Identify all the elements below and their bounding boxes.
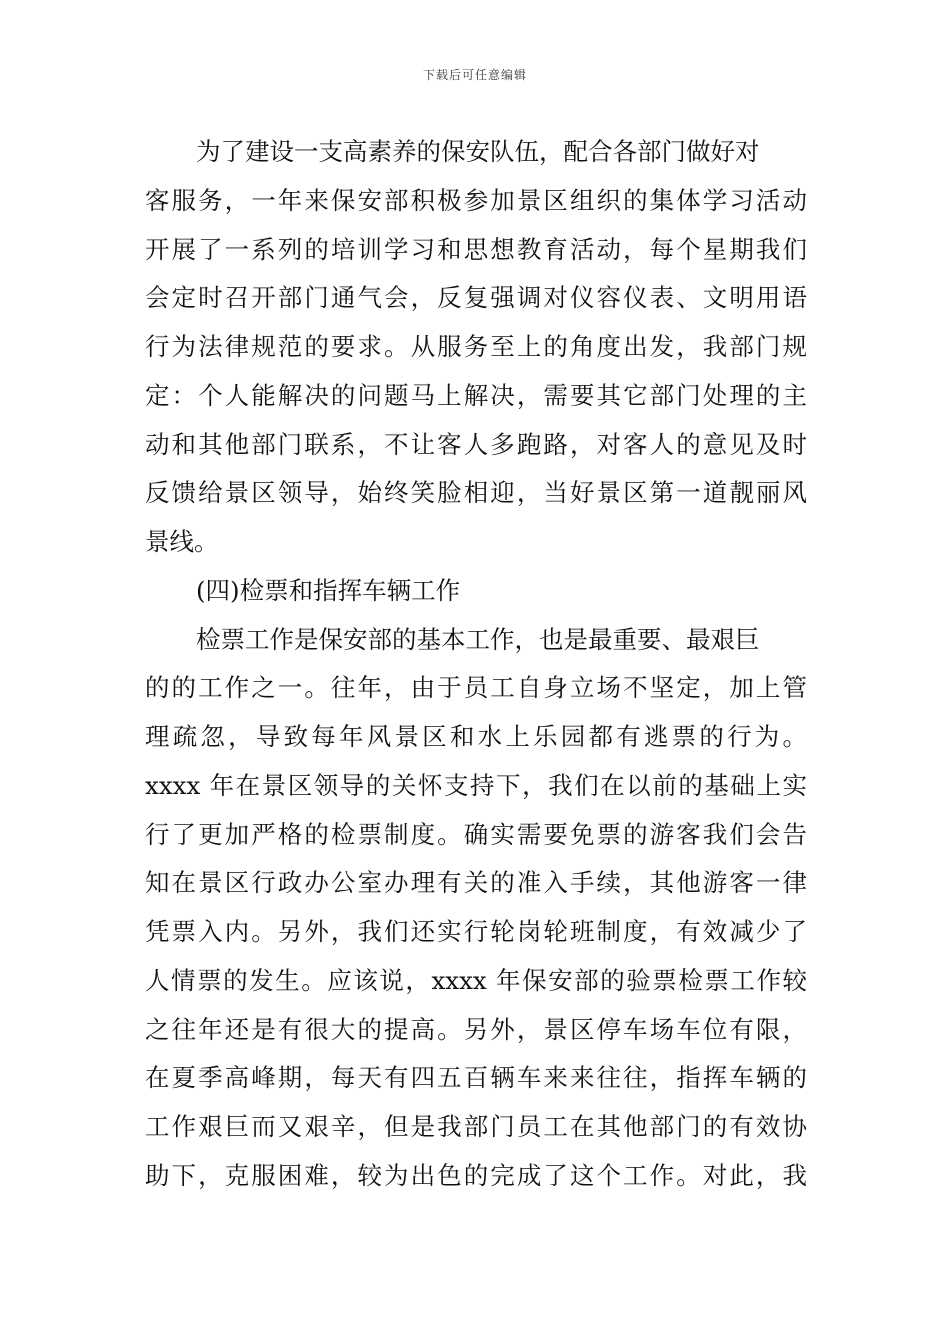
paragraph-line: 理疏忽，导致每年风景区和水上乐园都有逃票的行为。 — [145, 722, 807, 751]
paragraph-line: 为了建设一支高素养的保安队伍，配合各部门做好对 — [196, 137, 760, 166]
paragraph-line: 在夏季高峰期，每天有四五百辆车来来往往，指挥车辆的 — [145, 1063, 807, 1093]
paragraph-line: 凭票入内。另外，我们还实行轮岗轮班制度，有效减少了 — [145, 917, 807, 946]
paragraph-line: 人情票的发生。应该说，xxxx 年保安部的验票检票工作较 — [145, 965, 807, 995]
paragraph-line: 检票工作是保安部的基本工作，也是最重要、最艰巨 — [196, 624, 760, 654]
paragraph-line: xxxx 年在景区领导的关怀支持下，我们在以前的基础上实 — [145, 770, 807, 800]
paragraph-line: 之往年还是有很大的提高。另外，景区停车场车位有限， — [145, 1014, 807, 1044]
paragraph-line: 反馈给景区领导，始终笑脸相迎，当好景区第一道靓丽风 — [145, 478, 807, 508]
section-heading: (四)检票和指挥车辆工作 — [196, 575, 461, 605]
paragraph-line: 客服务，一年来保安部积极参加景区组织的集体学习活动 — [145, 185, 807, 215]
page-header-note: 下载后可任意编辑 — [422, 68, 527, 82]
paragraph-line: 助下，克服困难，较为出色的完成了这个工作。对此，我 — [145, 1160, 807, 1190]
paragraph-line: 工作艰巨而又艰辛，但是我部门员工在其他部门的有效协 — [145, 1112, 807, 1141]
paragraph-line: 景线。 — [145, 527, 219, 556]
paragraph-line: 行为法律规范的要求。从服务至上的角度出发，我部门规 — [145, 332, 807, 361]
paragraph-line: 开展了一系列的培训学习和思想教育活动，每个星期我们 — [145, 234, 807, 264]
paragraph-line: 动和其他部门联系，不让客人多跑路，对客人的意见及时 — [145, 429, 807, 459]
paragraph-line: 行了更加严格的检票制度。确实需要免票的游客我们会告 — [145, 819, 807, 849]
paragraph-line: 知在景区行政办公室办理有关的准入手续，其他游客一律 — [145, 868, 807, 898]
paragraph-line: 会定时召开部门通气会，反复强调对仪容仪表、文明用语 — [145, 283, 807, 313]
document-body — [145, 128, 807, 1201]
paragraph-line: 定：个人能解决的问题马上解决，需要其它部门处理的主 — [145, 380, 807, 410]
paragraph-line: 的的工作之一。往年，由于员工自身立场不坚定，加上管 — [145, 673, 807, 703]
